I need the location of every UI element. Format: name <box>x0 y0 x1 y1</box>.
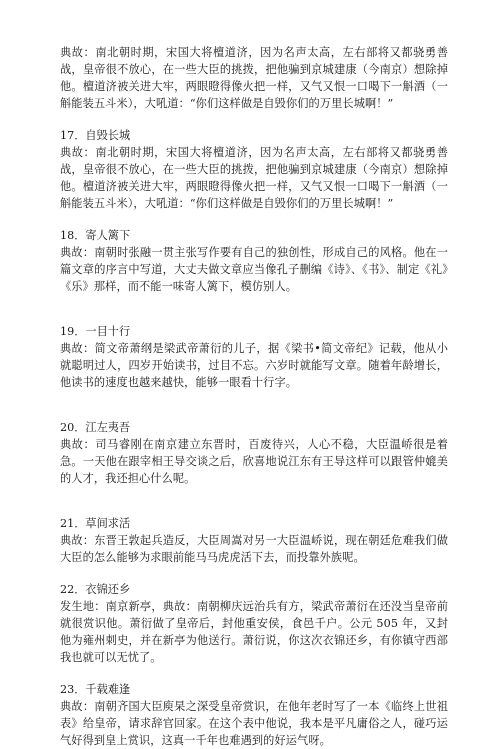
entry-title: 18．寄人篱下 <box>60 229 131 242</box>
entry-title: 17．自毁长城 <box>60 129 131 142</box>
entry-22 <box>60 581 448 666</box>
entry-17 <box>60 127 448 212</box>
entry-19 <box>60 323 448 391</box>
entry-title: 21．草间求活 <box>60 517 131 530</box>
entry-21 <box>60 515 448 566</box>
document-page <box>60 44 448 749</box>
entry-body: 典故：南朝齐国大臣庾杲之深受皇帝赏识，在他年老时写了一本《临终上世祖表》给皇帝，请求辞官回家。在这个表中他说，我本是平凡庸俗之人，碰巧运气好得到皇上赏识，这真一千年也难遇到的好运气呀。 <box>60 700 448 747</box>
intro-paragraph: 典故：南北朝时期，宋国大将檀道济，因为名声太高，左右部将又都骁勇善战，皇帝很不放心，在一些大臣的挑拨，把他骗到京城建康（今南京）想除掉他。檀道济被关进大牢，两眼瞪得像火把一样，又气又恨一口喝下一斛酒（一斛能装五斗米），大吼道：“你们这样做是自毁你们的万里长城啊！” <box>60 46 448 110</box>
entry-body: 典故：南北朝时期，宋国大将檀道济，因为名声太高，左右部将又都骁勇善战，皇帝很不放心，在一些大臣的挑拨，把他骗到京城建康（今南京）想除掉他。檀道济被关进大牢，两眼瞪得像火把一样，又气又恨一口喝下一斛酒（一斛能装五斗米），大吼道：“你们这样做是自毁你们的万里长城啊！” <box>60 146 448 210</box>
entry-title: 20．江左夷吾 <box>60 421 131 434</box>
entry-body: 发生地：南京新亭，典故：南朝柳庆远治兵有方，梁武帝萧衍在还没当皇帝前就很赏识他。萧衍做了皇帝后，封他重安侯，食邑千户。公元 505 年，又封他为雍州刺史，并在新亭为他送行。萧衍说，你这次衣锦还乡，有你镇守西部我也就可以无忧了。 <box>60 600 448 664</box>
entry-body: 典故：司马睿刚在南京建立东晋时，百废待兴，人心不稳，大臣温峤很是着急。一天他在跟宰相王导交谈之后，欣喜地说江东有王导这样可以跟管仲媲美的人才，我还担心什么呢。 <box>60 438 448 485</box>
entry-23 <box>60 681 448 749</box>
entry-20 <box>60 419 448 487</box>
entry-title: 22．衣锦还乡 <box>60 583 131 596</box>
entry-18 <box>60 227 448 295</box>
entry-body: 典故：东晋王敦起兵造反，大臣周嵩对另一大臣温峤说，现在朝廷危难我们做大臣的怎么能够为求眼前能马马虎虎活下去，而投靠外族呢。 <box>60 534 448 564</box>
entry-title: 23．千载难逢 <box>60 683 131 696</box>
entry-title: 19．一目十行 <box>60 325 131 338</box>
entry-body: 典故：简文帝萧纲是梁武帝萧衍的儿子，据《梁书•简文帝纪》记载，他从小就聪明过人，四岁开始读书，过目不忘。六岁时就能写文章。随着年龄增长，他读书的速度也越来越快，能够一眼看十行字。 <box>60 342 448 389</box>
entry-body: 典故：南朝时张融一贯主张写作要有自己的独创性，形成自己的风格。他在一篇文章的序言中写道，大丈夫做文章应当像孔子删编《诗》、《书》、制定《礼》《乐》那样，而不能一味寄人篱下，模仿别人。 <box>60 246 448 293</box>
